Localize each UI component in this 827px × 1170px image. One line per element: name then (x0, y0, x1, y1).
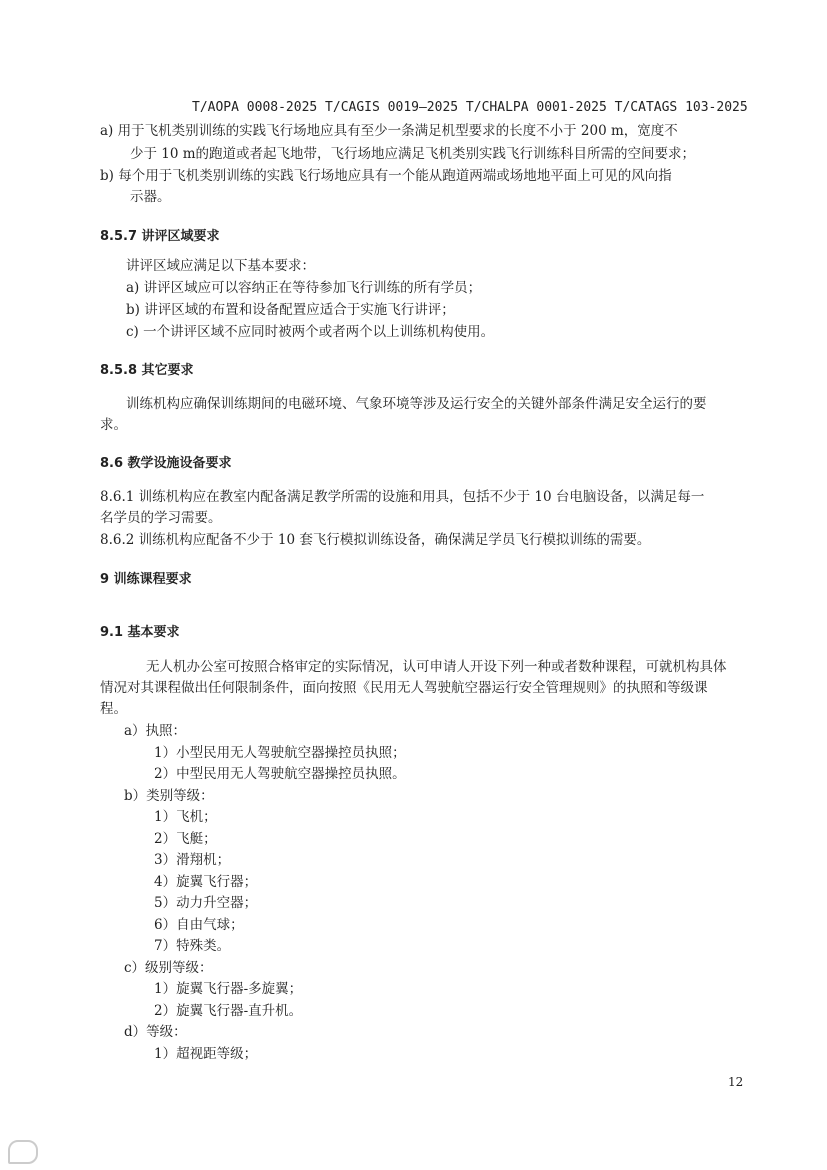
list-item-continued: 少于 10 m的跑道或者起飞地带，飞行场地应满足飞机类别实践飞行训练科目所需的空间要求； (130, 146, 696, 162)
list-item: b) 每个用于飞机类别训练的实践飞行场地应具有一个能从跑道两端或场地地平面上可见的风向指 (100, 168, 672, 184)
section-heading: 8.6 教学设施设备要求 (100, 456, 232, 471)
list-group-label: b）类别等级： (124, 787, 214, 804)
list-item: 3）滑翔机； (154, 852, 231, 868)
list-item: 2）飞艇； (154, 830, 217, 847)
list-group-label: d）等级： (124, 1024, 187, 1040)
standard-header: T/AOPA 0008-2025 T/CAGIS 0019—2025 T/CHALPA 0001-2025 T/CATAGS 103-2025 (192, 100, 748, 115)
paragraph: 训练机构应确保训练期间的电磁环境、气象环境等涉及运行安全的关键外部条件满足安全运行的要 (126, 396, 707, 412)
watermark (8, 1140, 42, 1164)
page-number: 12 (728, 1075, 744, 1089)
list-item-continued: 示器。 (130, 189, 171, 205)
list-item: 1）飞机； (154, 809, 217, 825)
list-item: 2）中型民用无人驾驶航空器操控员执照。 (154, 766, 406, 782)
clause-continued: 名学员的学习需要。 (100, 510, 222, 526)
section-heading: 8.5.7 讲评区域要求 (100, 229, 220, 244)
paragraph-continued: 程。 (100, 701, 127, 717)
list-item: 1）小型民用无人驾驶航空器操控员执照； (154, 744, 406, 761)
list-item: 7）特殊类。 (154, 938, 231, 954)
list-item: 2）旋翼飞行器-直升机。 (154, 1002, 303, 1019)
paragraph: 讲评区域应满足以下基本要求： (126, 258, 315, 274)
list-group-label: a）执照： (124, 723, 187, 739)
clause: 8.6.2 训练机构应配备不少于 10 套飞行模拟训练设备，确保满足学员飞行模拟训练的需要。 (100, 532, 651, 548)
list-item: 1）超视距等级； (154, 1045, 258, 1062)
list-item: c) 一个讲评区域不应同时被两个或者两个以上训练机构使用。 (126, 324, 495, 340)
list-item: b) 讲评区域的布置和设备配置应适合于实施飞行讲评； (126, 302, 455, 318)
list-item: a) 讲评区域应可以容纳正在等待参加飞行训练的所有学员； (126, 280, 482, 296)
list-item: 5）动力升空器； (154, 895, 258, 911)
list-item: 1）旋翼飞行器-多旋翼； (154, 981, 303, 997)
clause: 8.6.1 训练机构应在教室内配备满足教学所需的设施和用具，包括不少于 10 台电脑设备，以满足每一 (100, 489, 705, 505)
list-group-label: c）级别等级： (124, 959, 213, 976)
section-heading: 9.1 基本要求 (100, 625, 180, 640)
list-item: 4）旋翼飞行器； (154, 873, 258, 890)
section-heading: 8.5.8 其它要求 (100, 363, 194, 378)
paragraph-continued: 情况对其课程做出任何限制条件，面向按照《民用无人驾驶航空器运行安全管理规则》的执照和等级课 (100, 680, 708, 696)
list-item: 6）自由气球； (154, 916, 244, 933)
watermark-logo-icon (8, 1140, 38, 1164)
paragraph: 无人机办公室可按照合格审定的实际情况，认可申请人开设下列一种或者数种课程，可就机构具体 (146, 659, 727, 675)
paragraph-continued: 求。 (100, 417, 127, 433)
list-item: a) 用于飞机类别训练的实践飞行场地应具有至少一条满足机型要求的长度不小于 200 m，宽度不 (100, 123, 678, 139)
chapter-heading: 9 训练课程要求 (100, 572, 192, 587)
